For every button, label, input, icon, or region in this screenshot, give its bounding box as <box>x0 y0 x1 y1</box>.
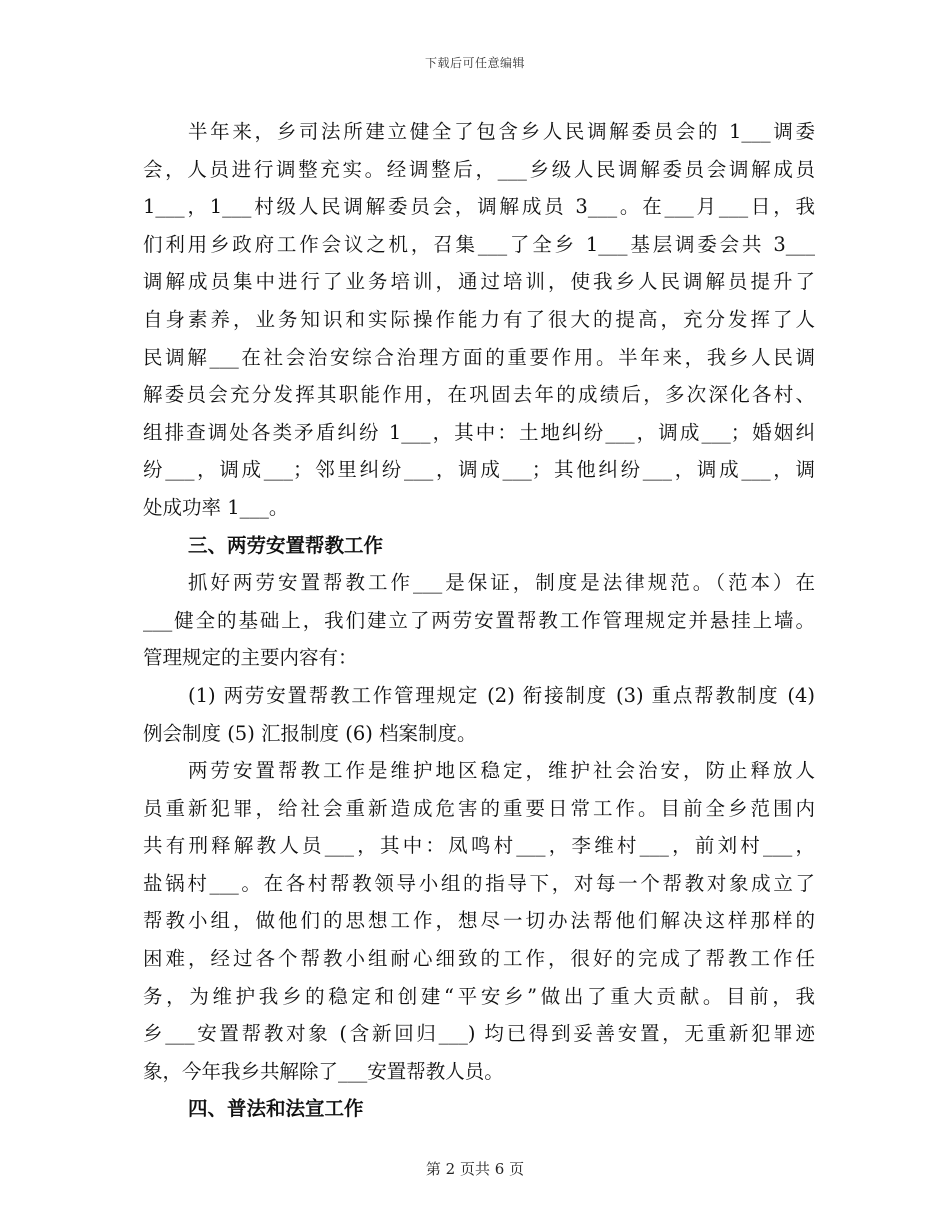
text-line: 务，为维护我乡的稳定和创建“平安乡”做出了重大贡献。目前，我 <box>143 984 815 1008</box>
text-line: 调解成员集中进行了业务培训，通过培训，使我乡人民调解员提升了 <box>143 270 815 294</box>
text-line: 解委员会充分发挥其职能作用，在巩固去年的成绩后，多次深化各村、 <box>143 383 815 407</box>
text-line: 民调解___在社会治安综合治理方面的重要作用。半年来，我乡人民调 <box>143 345 815 369</box>
text-line: 会，人员进行调整充实。经调整后，___乡级人民调解委员会调解成员 <box>143 157 815 181</box>
text-line: ___健全的基础上，我们建立了两劳安置帮教工作管理规定并悬挂上墙。 <box>143 608 815 632</box>
text-line: 两劳安置帮教工作是维护地区稳定，维护社会治安，防止释放人 <box>188 759 815 783</box>
text-line: 们利用乡政府工作会议之机，召集___了全乡 1___基层调委会共 3___ <box>143 232 815 256</box>
text-line: 员重新犯罪，给社会重新造成危害的重要日常工作。目前全乡范围内 <box>143 796 815 820</box>
text-line: 共有刑释解教人员___，其中：凤鸣村___，李维村___，前刘村___， <box>143 834 815 858</box>
text-line: 抓好两劳安置帮教工作___是保证，制度是法律规范。（范本）在 <box>188 571 815 595</box>
text-line: (1) 两劳安置帮教工作管理规定 (2) 衔接制度 (3) 重点帮教制度 (4) <box>188 683 815 707</box>
text-line: 纷___，调成___；邻里纠纷___，调成___；其他纠纷___，调成___，调 <box>143 458 815 482</box>
text-line: 半年来，乡司法所建立健全了包含乡人民调解委员会的 1___调委 <box>188 120 815 143</box>
text-line: 象，今年我乡共解除了___安置帮教人员。 <box>143 1059 504 1083</box>
text-line: 困难，经过各个帮教小组耐心细致的工作，很好的完成了帮教工作任 <box>143 947 815 971</box>
text-line: 组排查调处各类矛盾纠纷 1___，其中：土地纠纷___，调成___；婚姻纠 <box>143 420 815 444</box>
section-heading: 四、普法和法宣工作 <box>188 1097 364 1121</box>
text-line: 盐锅村___。在各村帮教领导小组的指导下，对每一个帮教对象成立了 <box>143 871 815 895</box>
text-line: 1___，1___村级人民调解委员会，调解成员 3___。在___月___日，我 <box>143 195 815 219</box>
text-line: 例会制度 (5) 汇报制度 (6) 档案制度。 <box>143 721 477 745</box>
page-footer: 第 2 页共 6 页 <box>425 1160 525 1178</box>
text-line: 乡___安置帮教对象 (含新回归___) 均已得到妥善安置，无重新犯罪迹 <box>143 1022 815 1046</box>
text-line: 处成功率 1___。 <box>143 495 289 519</box>
document-body <box>143 113 815 1128</box>
text-line: 管理规定的主要内容有： <box>143 646 358 670</box>
text-line: 自身素养，业务知识和实际操作能力有了很大的提高，充分发挥了人 <box>143 307 815 331</box>
text-line: 帮教小组，做他们的思想工作，想尽一切办法帮他们解决这样那样的 <box>143 909 815 933</box>
section-heading: 三、两劳安置帮教工作 <box>188 533 384 557</box>
page-header: 下载后可任意编辑 <box>424 56 525 70</box>
